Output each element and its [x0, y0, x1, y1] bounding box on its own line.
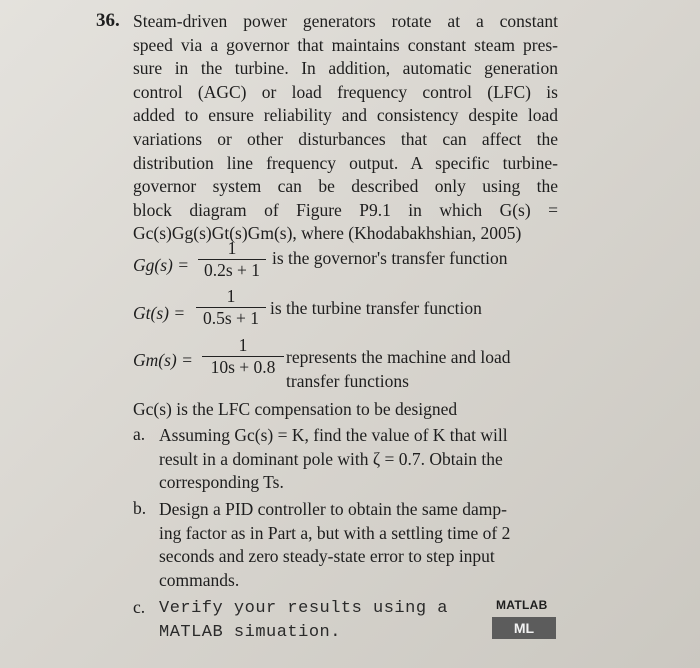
fraction-denominator: 0.2s + 1	[203, 260, 261, 280]
intro-line: Gc(s)Gg(s)Gt(s)Gm(s), where (Khodabakhshian, 2005)	[133, 223, 522, 244]
equation-description: is the governor's transfer function	[272, 248, 508, 268]
problem-intro	[133, 10, 558, 246]
intro-line: governor system can be described only using the	[133, 176, 558, 197]
lfc-statement: Gc(s) is the LFC compensation to be designed	[133, 399, 458, 419]
part-c-label: c.	[133, 597, 146, 617]
intro-line: Steam-driven power generators rotate at a constant	[133, 11, 558, 31]
matlab-margin-label: MATLAB	[496, 598, 548, 612]
part-line: Assuming Gc(s) = K, find the value of K that will	[159, 425, 508, 445]
part-line: ing factor as in Part a, but with a settling time of 2	[159, 522, 511, 543]
part-c-text	[159, 597, 479, 644]
fraction-denominator: 10s + 0.8	[210, 357, 276, 377]
part-line: Design a PID controller to obtain the same damp-	[159, 499, 507, 519]
equation-description: represents the machine and load	[286, 347, 511, 367]
fraction	[196, 286, 266, 329]
part-line: seconds and zero steady-state error to step input	[159, 546, 495, 567]
intro-line: block diagram of Figure P9.1 in which G(s) =	[133, 199, 558, 220]
part-line: commands.	[159, 569, 240, 590]
part-line: MATLAB simuation.	[159, 622, 341, 642]
equation-lhs: Gt(s) =	[133, 303, 186, 323]
part-line: Verify your results using a	[159, 599, 448, 618]
part-b-text	[159, 498, 559, 592]
intro-line: speed via a governor that maintains constant steam pres-	[133, 34, 558, 55]
fraction-numerator: 1	[198, 238, 266, 260]
problem-number: 36.	[96, 10, 120, 31]
intro-line: control (AGC) or load frequency control (LFC) is	[133, 81, 558, 102]
part-line: result in a dominant pole with ζ = 0.7. Obtain the	[159, 448, 503, 469]
equation-lhs: Gm(s) =	[133, 350, 193, 370]
intro-line: added to ensure reliability and consistency despite load	[133, 105, 558, 126]
intro-line: sure in the turbine. In addition, automatic generation	[133, 58, 558, 79]
fraction-denominator: 0.5s + 1	[202, 308, 260, 328]
equation-description: is the turbine transfer function	[270, 298, 482, 318]
part-a-label: a.	[133, 424, 146, 444]
intro-line: variations or other disturbances that can affect the	[133, 128, 558, 149]
fraction	[198, 238, 266, 281]
fraction-numerator: 1	[196, 286, 266, 308]
ml-badge: ML	[492, 617, 556, 639]
fraction	[202, 335, 284, 378]
part-a-text	[159, 424, 559, 495]
equation-description: transfer functions	[286, 371, 409, 391]
equation-lhs: Gg(s) =	[133, 255, 190, 275]
fraction-numerator: 1	[202, 335, 284, 357]
part-line: corresponding Ts.	[159, 472, 284, 493]
intro-line: distribution line frequency output. A specific turbine-	[133, 152, 558, 173]
part-b-label: b.	[133, 498, 147, 518]
